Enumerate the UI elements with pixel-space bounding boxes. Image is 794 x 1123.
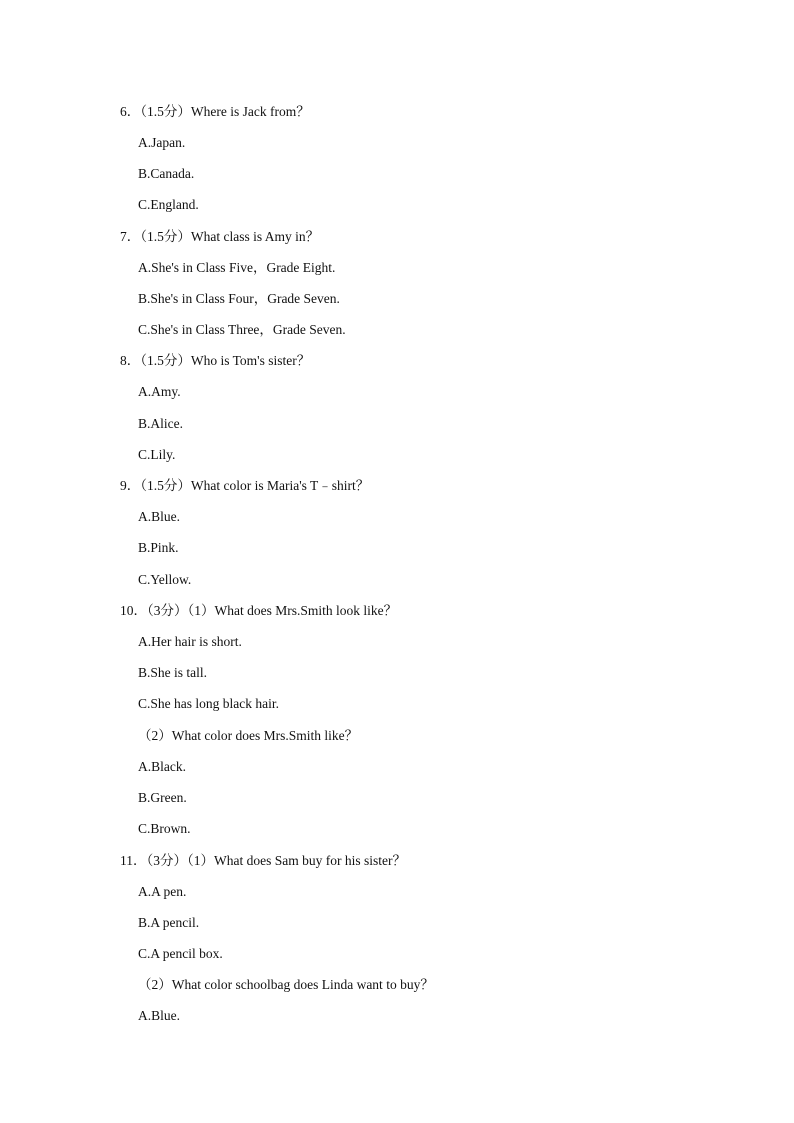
question-10-option-b: B.She is tall. <box>138 665 208 680</box>
question-6-option-a: A.Japan. <box>138 135 186 150</box>
question-10-sub-option-c: C.Brown. <box>138 821 191 836</box>
question-6-option-c: C.England. <box>138 197 199 212</box>
question-8-option-a: A.Amy. <box>138 384 181 399</box>
question-8-option-b: B.Alice. <box>138 416 183 431</box>
question-10-sub-stem: （2）What color does Mrs.Smith like？ <box>138 728 359 743</box>
question-9-option-c: C.Yellow. <box>138 572 192 587</box>
question-10-sub-option-a: A.Black. <box>138 759 186 774</box>
question-9-option-a: A.Blue. <box>138 509 180 524</box>
question-9-stem: 9．（1.5分）What color is Maria's T﹣shirt？ <box>120 478 370 493</box>
question-11-stem: 11．（3分）（1）What does Sam buy for his sister？ <box>120 853 406 868</box>
question-11-sub-stem: （2）What color schoolbag does Linda want to buy？ <box>138 977 434 992</box>
question-11-option-c: C.A pencil box. <box>138 946 223 961</box>
question-10-option-c: C.She has long black hair. <box>138 696 279 711</box>
question-11-option-a: A.A pen. <box>138 884 187 899</box>
question-7-option-c: C.She's in Class Three，Grade Seven. <box>138 322 346 337</box>
question-7-option-b: B.She's in Class Four，Grade Seven. <box>138 291 340 306</box>
question-10-stem: 10．（3分）（1）What does Mrs.Smith look like？ <box>120 603 398 618</box>
question-7-option-a: A.She's in Class Five，Grade Eight. <box>138 260 336 275</box>
question-8-stem: 8．（1.5分）Who is Tom's sister？ <box>120 353 311 368</box>
question-9-option-b: B.Pink. <box>138 540 179 555</box>
question-7-stem: 7．（1.5分）What class is Amy in？ <box>120 229 320 244</box>
question-11-option-b: B.A pencil. <box>138 915 200 930</box>
question-10-sub-option-b: B.Green. <box>138 790 187 805</box>
question-10-option-a: A.Her hair is short. <box>138 634 242 649</box>
question-6-option-b: B.Canada. <box>138 166 195 181</box>
question-8-option-c: C.Lily. <box>138 447 176 462</box>
question-6-stem: 6．（1.5分）Where is Jack from？ <box>120 104 310 119</box>
question-11-sub-option-a: A.Blue. <box>138 1008 180 1023</box>
